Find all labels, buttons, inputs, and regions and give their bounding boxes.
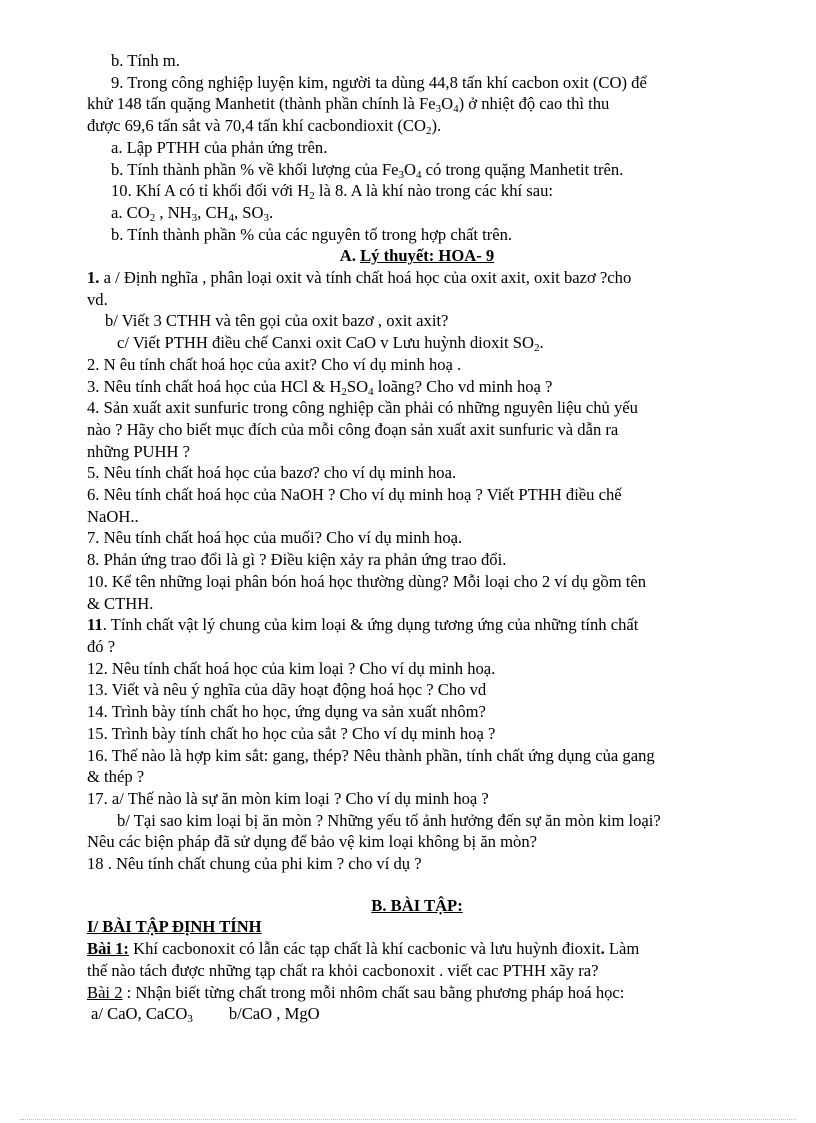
theory-q15: 15. Trình bày tính chất ho học của sắt ? Cho ví dụ minh hoạ ? <box>87 723 496 743</box>
question-10: 10. Khí A có tỉ khối đối với $H_2$ là 8. A là khí nào trong các khí sau: <box>111 181 553 203</box>
theory-q16-line-2: & thép ? <box>87 767 145 787</box>
theory-q16-line-1: 16. Thế nào là hợp kim sắt: gang, thép? Nêu thành phần, tính chất ứng dụng của gang <box>87 745 655 765</box>
theory-q14: 14. Trình bày tính chất ho học, ứng dụng va sản xuất nhôm? <box>87 702 486 722</box>
exercise-2-options: a/ CaO, CaCO$_3$ b/CaO , MgO <box>91 1004 320 1026</box>
theory-q11-line-2: đó ? <box>87 636 116 656</box>
theory-q4-line-3: những PUHH ? <box>87 441 191 461</box>
question-10-options: a. $CO_2$ , $NH_3$, $CH_4$, $SO_3$. <box>111 202 274 224</box>
theory-q10-line-2: & CTHH. <box>87 593 154 613</box>
theory-q13: 13. Viết và nêu ý nghĩa của dãy hoạt động hoá học ? Cho vd <box>87 680 487 700</box>
theory-q6-line-1: 6. Nêu tính chất hoá học của NaOH ? Cho ví dụ minh hoạ ? Viết PTHH điều chế <box>87 485 622 505</box>
theory-q11-line-1: 11. Tính chất vật lý chung của kim loại & ứng dụng tương ứng của những tính chất <box>87 615 639 635</box>
theory-q4-line-2: nào ? Hãy cho biết mục đích của mỗi công đoạn sản xuất axit sunfuric và dẫn ra <box>87 419 619 439</box>
theory-q17-a: 17. a/ Thế nào là sự ăn mòn kim loại ? Cho ví dụ minh hoạ ? <box>87 788 489 808</box>
text-line: b. Tính m. <box>111 51 180 70</box>
theory-q7: 7. Nêu tính chất hoá học của muối? Cho ví dụ minh hoạ. <box>87 528 463 548</box>
document-page <box>87 50 747 1025</box>
theory-q18: 18 . Nêu tính chất chung của phi kim ? cho ví dụ ? <box>87 854 422 874</box>
theory-q1-c: c/ Viết PTHH điều chế Canxi oxit CaO v Lưu huỳnh dioxit $SO_2$. <box>117 333 544 355</box>
section-a-heading: A. Lý thuyết: HOA- 9 <box>339 246 495 266</box>
theory-q5: 5. Nêu tính chất hoá học của bazơ? cho ví dụ minh hoa. <box>87 463 457 483</box>
question-9-line-1: 9. Trong công nghiệp luyện kim, người ta dùng 44,8 tấn khí cacbon oxit (CO) để <box>111 72 647 92</box>
exercise-1-line-1: Bài 1: Khí cacbonoxit có lẫn các tạp chất là khí cacbonic và lưu huỳnh đioxit. Làm <box>87 939 640 959</box>
page-bottom-border <box>20 1119 796 1120</box>
theory-q1: 1. a / Định nghĩa , phân loại oxit và tính chất hoá học của oxit axit, oxit bazơ ?cho <box>87 268 632 288</box>
theory-q6-line-2: NaOH.. <box>87 506 139 526</box>
exercise-1-line-2: thế nào tách được những tạp chất ra khỏi cacbonoxit . viết cac PTHH xãy ra? <box>87 960 599 980</box>
theory-q17-c: Nêu các biện pháp đã sử dụng để bảo vệ kim loại không bị ăn mòn? <box>87 832 537 852</box>
question-10-b: b. Tính thành phần % của các nguyên tố trong hợp chất trên. <box>111 224 513 244</box>
theory-q1-b: b/ Viết 3 CTHH và tên gọi của oxit bazơ , oxit axit? <box>105 311 449 331</box>
exercises-subheading: I/ BÀI TẬP ĐỊNH TÍNH <box>87 917 262 937</box>
theory-q12: 12. Nêu tính chất hoá học của kim loại ? Cho ví dụ minh hoạ. <box>87 658 496 678</box>
theory-q4-line-1: 4. Sản xuất axit sunfuric trong công nghiệp cần phải có những nguyên liệu chủ yếu <box>87 398 638 418</box>
theory-q17-b: b/ Tại sao kim loại bị ăn mòn ? Những yếu tố ảnh hưởng đến sự ăn mòn kim loại? <box>117 810 661 830</box>
section-b-heading: B. BÀI TẬP: <box>371 895 463 915</box>
theory-q1-cont: vd. <box>87 289 108 309</box>
exercise-2: Bài 2 : Nhận biết từng chất trong mỗi nhôm chất sau bằng phương pháp hoá học: <box>87 982 625 1002</box>
theory-q10-line-1: 10. Kể tên những loại phân bón hoá học thường dùng? Mỗi loại cho 2 ví dụ gồm tên <box>87 571 647 591</box>
question-9-a: a. Lập PTHH của phản ứng trên. <box>111 137 328 157</box>
question-9-line-3: được 69,6 tấn sắt và 70,4 tấn khí cacbondioxit $(CO_2)$. <box>87 116 442 138</box>
theory-q3: 3. Nêu tính chất hoá học của HCl & $H_2SO_4$ loãng? Cho vd minh hoạ ? <box>87 376 553 398</box>
theory-q8: 8. Phản ứng trao đổi là gì ? Điều kiện xảy ra phản ứng trao đổi. <box>87 550 507 570</box>
theory-q2: 2. N êu tính chất hoá học của axit? Cho ví dụ minh hoạ . <box>87 354 462 374</box>
question-9-b: b. Tính thành phần % về khối lượng của $Fe_3O_4$ có trong quặng Manhetit trên. <box>111 159 624 181</box>
question-9-line-2: khử 148 tấn quặng Manhetit (thành phần chính là $Fe_3O_4$) ở nhiệt độ cao thì thu <box>87 94 610 116</box>
